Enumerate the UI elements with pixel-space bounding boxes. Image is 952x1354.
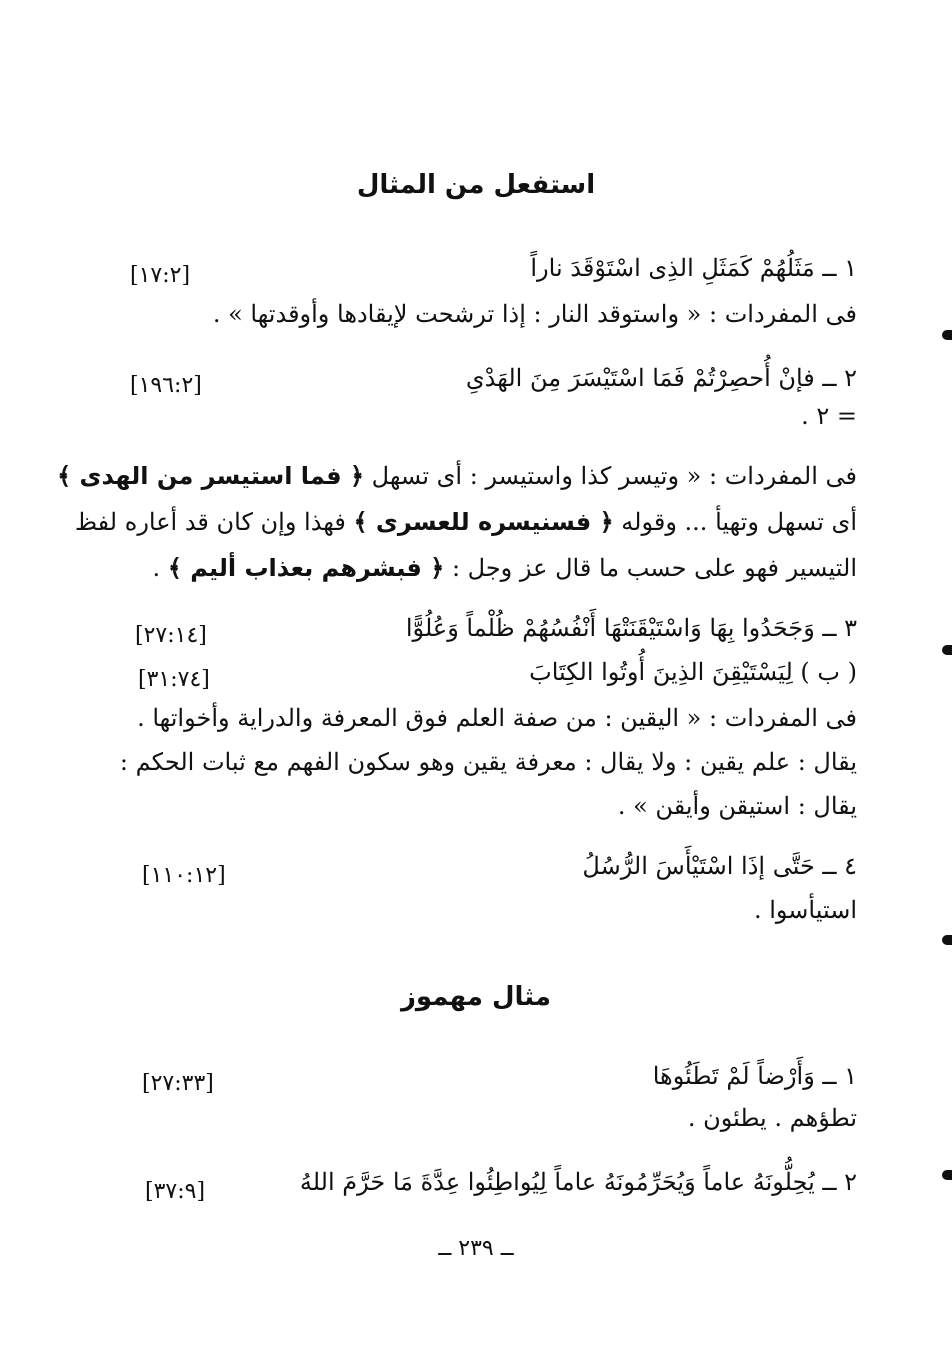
quran-quote: ﴿ فما استيسر من الهدى ﴾ [57, 462, 365, 490]
note-line [57, 460, 857, 492]
note-line: فى المفردات : « اليقين : من صفة العلم فوق المعرفة والدراية وأخواتها . [137, 704, 857, 732]
note-line: تطؤهم . يطئون . [687, 1104, 857, 1132]
note-line: يقال : استيقن وأيقن » . [617, 792, 857, 820]
section-heading: مثال مهموز [400, 982, 552, 1012]
verse-reference: [٣٧:٩] [145, 1179, 206, 1204]
quran-quote: ﴿ فبشرهم بعذاب أليم ﴾ [167, 554, 445, 582]
scan-mark [942, 330, 952, 340]
note-line [153, 552, 857, 584]
verse-line: ٢ ــ يُحِلُّونَهُ عاماً وَيُحَرِّمُونَهُ عاماً لِيُواطِئُوا عِدَّةَ مَا حَرَّمَ اللهُ [299, 1168, 857, 1196]
verse-reference: [١١٠:١٢] [142, 863, 226, 888]
note-text: أى تسهل وتهيأ ... وقوله [621, 508, 857, 536]
scan-mark [942, 645, 952, 655]
verse-reference: [٣١:٧٤] [138, 667, 210, 692]
verse-line: ٣ ــ وَجَحَدُوا بِهَا وَاسْتَيْقَنَتْهَا أَنْفُسُهُمْ ظُلْماً وَعُلُوًّا [405, 614, 857, 642]
verse-line: ١ ــ وَأَرْضاً لَمْ تَطَئُوهَا [652, 1062, 857, 1090]
note-text: فى المفردات : « وتيسر كذا واستيسر : أى تسهل [371, 462, 857, 490]
note-text: التيسير فهو على حسب ما قال عز وجل : [451, 554, 857, 582]
scan-mark [942, 1170, 952, 1180]
verse-reference: [١٩٦:٢] [130, 373, 202, 398]
scan-mark [942, 935, 952, 945]
verse-line: ( ب ) لِيَسْتَيْقِنَ الذِينَ أُوتُوا الكِتَابَ [529, 658, 857, 686]
note-line [75, 506, 857, 538]
equals-line: = ٢ . [801, 402, 857, 430]
section-heading: استفعل من المثال [356, 170, 596, 200]
note-line: فى المفردات : « واستوقد النار : إذا ترشحت لإيقادها وأوقدتها » . [212, 300, 857, 328]
verse-reference: [٢٧:١٤] [135, 623, 207, 648]
note-line: استيأسوا . [753, 896, 857, 924]
note-text: . [152, 554, 161, 582]
verse-reference: [١٧:٢] [130, 263, 191, 288]
note-line: يقال : علم يقين : ولا يقال : معرفة يقين وهو سكون الفهم مع ثبات الحكم : [119, 748, 857, 776]
verse-reference: [٢٧:٣٣] [142, 1071, 214, 1096]
quran-quote: ﴿ فسنيسره للعسرى ﴾ [353, 508, 614, 536]
verse-line: ١ ــ مَثَلُهُمْ كَمَثَلِ الذِى اسْتَوْقَدَ ناراً [530, 254, 857, 282]
note-text: فهذا وإن كان قد أعاره لفظ [74, 508, 346, 536]
page-number: ــ ٢٣٩ ــ [438, 1236, 514, 1261]
verse-line: ٢ ــ فإنْ أُحصِرْتُمْ فَمَا اسْتَيْسَرَ مِنَ الهَدْىِ [465, 364, 857, 392]
verse-line: ٤ ــ حَتَّى إذَا اسْتَيْأَسَ الرُّسُلُ [582, 852, 857, 880]
